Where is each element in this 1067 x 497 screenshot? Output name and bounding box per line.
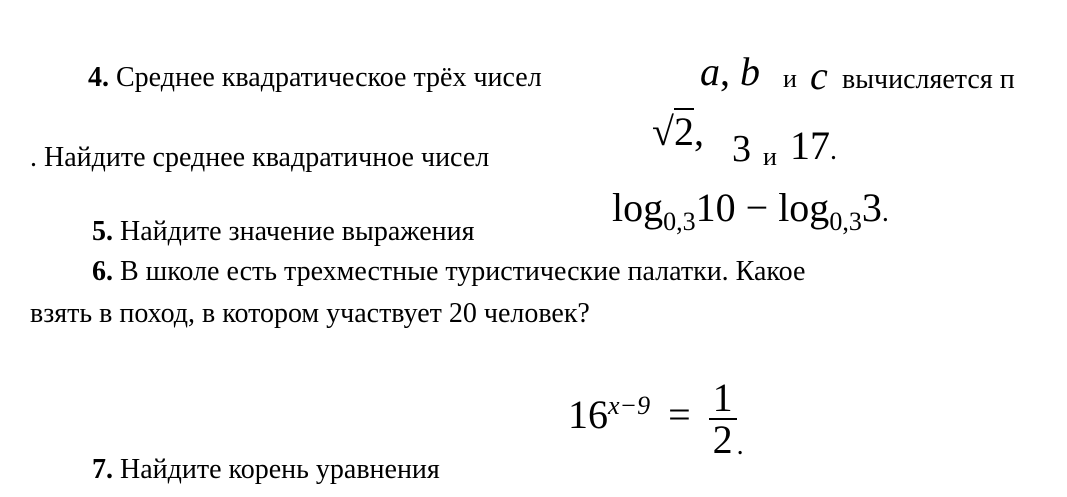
problem-5-text: Найдите значение выражения bbox=[120, 216, 475, 247]
problem-7-number: 7. bbox=[92, 454, 113, 485]
problem-6-line-2: взять в поход, в котором участвует 20 человек? bbox=[30, 298, 590, 329]
values-comma: , bbox=[693, 109, 704, 154]
problem-4-number: 4. bbox=[88, 62, 109, 93]
problem-7-text: Найдите корень уравнения bbox=[120, 454, 440, 485]
problem-6-number: 6. bbox=[92, 256, 113, 287]
value-three: 3 bbox=[732, 128, 751, 170]
value-seventeen: 17. bbox=[790, 123, 837, 168]
sqrt-symbol: √ bbox=[652, 109, 674, 154]
problem-4-text: Среднее квадратическое трёх чисел bbox=[116, 62, 542, 93]
problem-4-line-1 bbox=[88, 64, 542, 92]
problem-6-line-1 bbox=[92, 258, 805, 286]
problem-5-expression: $\log_{0,3}10 - \log_{0,3}3$. bbox=[612, 185, 889, 236]
var-a: a bbox=[700, 49, 720, 94]
sqrt-argument: 2 bbox=[673, 109, 694, 154]
problem-4-line-2: . Найдите среднее квадратичное чисел bbox=[30, 142, 490, 173]
problem-7-equation: $16^{x-9}$ = $\frac{1}{2}$ . bbox=[568, 375, 744, 462]
vars-comma: , bbox=[720, 49, 730, 94]
fraction: $\frac{1}{2}$ bbox=[709, 378, 737, 460]
problem-6-text-1: В школе есть трехместные туристические палатки. Какое bbox=[120, 256, 806, 287]
problem-4-vars bbox=[700, 49, 760, 94]
problem-4-values bbox=[652, 108, 704, 152]
values-and: и bbox=[763, 142, 777, 171]
problem-4-and: и bbox=[783, 64, 797, 93]
problem-7-line bbox=[92, 456, 440, 484]
problem-4-tail: вычисляется п bbox=[842, 64, 1015, 95]
var-c: c bbox=[810, 53, 828, 98]
problem-5-number: 5. bbox=[92, 216, 113, 247]
problem-5-line bbox=[92, 218, 475, 246]
var-b: b bbox=[740, 49, 760, 94]
